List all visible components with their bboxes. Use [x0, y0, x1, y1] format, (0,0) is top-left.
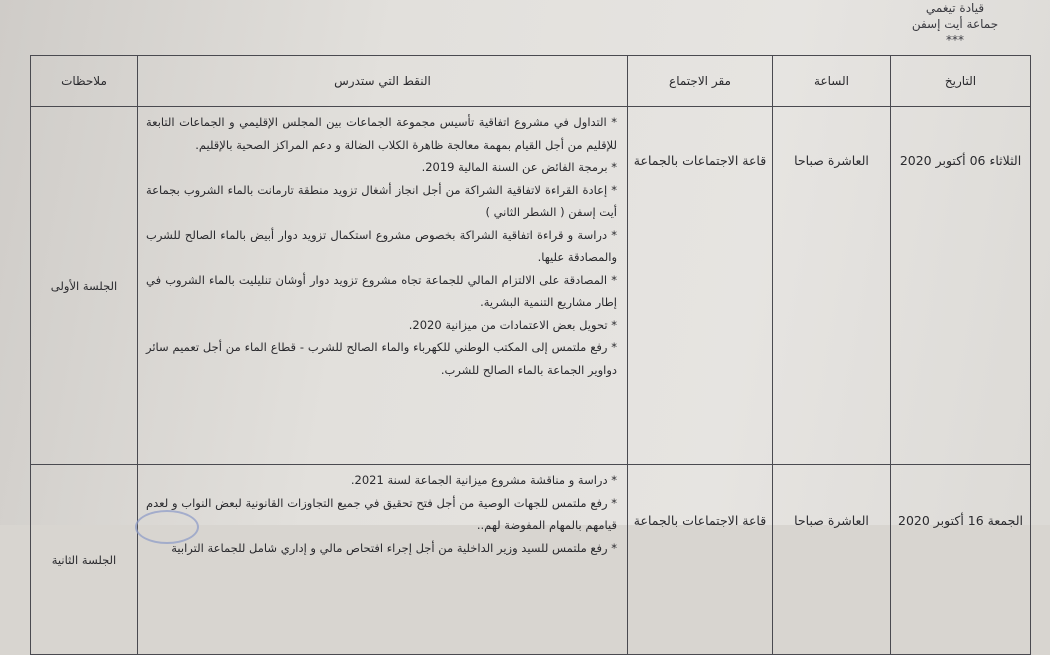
table-row	[31, 107, 1031, 465]
row-date: الثلاثاء 06 أكتوبر 2020	[891, 107, 1031, 465]
row-notes: الجلسة الأولى	[31, 107, 138, 465]
meetings-table	[30, 55, 1031, 655]
agenda-item: * التداول في مشروع اتفاقية تأسيس مجموعة الجماعات بين المجلس الإقليمي و الجماعات التابعة للإقليم من أجل القيام بمهمة معالجة ظاهرة الكلاب الضالة و دعم المراكز الصحية بالإقليم.	[146, 115, 617, 152]
table-header-row	[31, 56, 1031, 107]
agenda-item: * المصادقة على الالتزام المالي للجماعة تجاه مشروع تزويد دوار أوشان تنليليت بالماء الشروب في إطار مشاريع التنمية البشرية.	[146, 272, 617, 309]
row-agenda-points	[138, 107, 628, 465]
row-place: قاعة الاجتماعات بالجماعة	[628, 107, 773, 465]
row-time: العاشرة صباحا	[773, 465, 891, 655]
agenda-item: * برمجة الفائض عن السنة المالية 2019.	[421, 160, 617, 174]
header-separator: ***	[946, 33, 964, 47]
column-header-place: مقر الاجتماع	[628, 56, 773, 107]
header-authority: قيادة تيغمي	[925, 1, 985, 15]
row-time: العاشرة صباحا	[773, 107, 891, 465]
column-header-points: النقط التي ستدرس	[138, 56, 628, 107]
agenda-item: * دراسة و مناقشة مشروع ميزانية الجماعة لسنة 2021.	[350, 473, 617, 487]
agenda-item: * رفع ملتمس للسيد وزير الداخلية من أجل إجراء افتحاص مالي و إداري شامل للجماعة الترابية	[171, 540, 617, 555]
agenda-item: * تحويل بعض الاعتمادات من ميزانية 2020.	[408, 317, 617, 332]
agenda-item: * رفع ملتمس إلى المكتب الوطني للكهرباء والماء الصالح للشرب - قطاع الماء من أجل تعميم سائر دواوير الجماعة بالماء الصالح للشرب.	[146, 340, 617, 377]
row-agenda-points	[138, 465, 628, 655]
table-row	[31, 465, 1031, 655]
column-header-date: التاريخ	[891, 56, 1031, 107]
row-date: الجمعة 16 أكتوبر 2020	[891, 465, 1031, 655]
column-header-time: الساعة	[773, 56, 891, 107]
column-header-notes: ملاحظات	[31, 56, 138, 107]
row-notes: الجلسة الثانية	[31, 465, 138, 655]
agenda-item: * دراسة و قراءة اتفاقية الشراكة بخصوص مشروع استكمال تزويد دوار أبيض بالماء الصالح للشرب والمصادقة عليها.	[146, 227, 617, 264]
row-place: قاعة الاجتماعات بالجماعة	[628, 465, 773, 655]
agenda-item: * إعادة القراءة لاتفاقية الشراكة من أجل انجاز أشغال تزويد منطقة تارمانت بالماء الشروب بجماعة أيت إسفن ( الشطر الثاني )	[146, 182, 617, 219]
agenda-item: * رفع ملتمس للجهات الوصية من أجل فتح تحقيق في جميع التجاوزات القانونية لبعض النواب و لعدم قيامهم بالمهام المفوضة لهم..	[146, 495, 617, 532]
document-header	[880, 0, 1030, 48]
header-commune: جماعة أيت إسفن	[911, 17, 999, 31]
stamp-mark	[135, 510, 199, 544]
